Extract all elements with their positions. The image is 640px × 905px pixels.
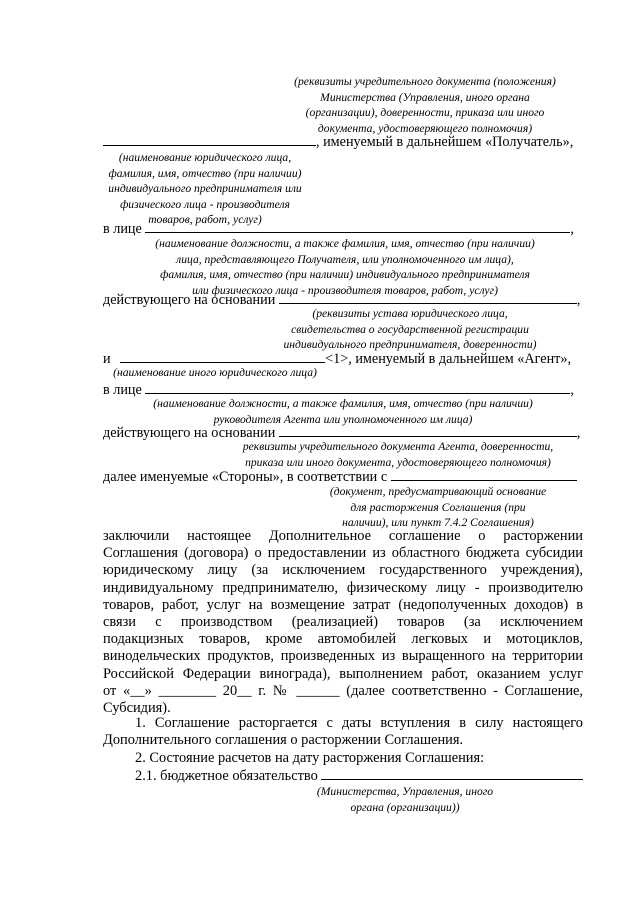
hint-line: (наименование юридического лица,: [118, 151, 292, 164]
recipient-blank[interactable]: [103, 133, 316, 146]
hint-line: наличии), или пункт 7.4.2 Соглашения): [342, 516, 534, 530]
ministry-hint: [310, 784, 500, 815]
budget-obligation-blank[interactable]: [321, 767, 583, 780]
hint-line: (документ, предусматривающий основание: [329, 485, 547, 498]
comma: ,: [570, 382, 574, 398]
representative-hint: [120, 236, 570, 298]
in-person-label: в лице: [103, 382, 142, 398]
agent-blank[interactable]: [120, 350, 325, 363]
hint-line: или физического лица - производителя товаров, работ, услуг): [192, 283, 498, 297]
document-hint: [318, 484, 558, 531]
clause-2-text: 2. Состояние расчетов на дату расторжения Соглашения:: [135, 750, 485, 766]
body-line: Соглашения (договора) о предоставлении из областного бюджета субсидии: [103, 545, 583, 562]
body-line: заключили настоящее Дополнительное соглашение о расторжении: [103, 528, 583, 544]
agent-basis-blank[interactable]: [279, 424, 577, 437]
body-line: Субсидия).: [103, 700, 171, 717]
agent-representative-blank[interactable]: [145, 381, 570, 394]
hint-line: (наименование иного юридического лица): [113, 366, 317, 379]
hint-line: (наименование должности, а также фамилия, имя, отчество (при наличии): [153, 397, 533, 410]
parties-label: далее именуемые «Стороны», в соответствии с: [103, 469, 388, 485]
hint-line: (Министерства, Управления, иного: [316, 785, 494, 798]
body-line: винодельческих продуктов, произведенных из выращенного на территории: [103, 648, 583, 665]
hint-line: (наименование должности, а также фамилия, имя, отчество (при наличии): [155, 237, 535, 250]
comma: ,: [570, 221, 574, 237]
hint-line: фамилия, имя, отчество (при наличии): [108, 166, 302, 180]
hint-line: приказа или иного документа, удостоверяющего полномочия): [245, 455, 551, 469]
basis-blank[interactable]: [279, 291, 577, 304]
clause-2-1: [103, 767, 615, 785]
hint-line: руководителя Агента или уполномоченного им лица): [213, 412, 473, 426]
hint-line: товаров, работ, услуг): [148, 213, 262, 227]
agent-representative-hint: [118, 396, 568, 427]
body-line: юридическому лицу (за исключением государственного учреждения),: [103, 562, 583, 579]
hint-line: индивидуального предпринимателя или: [108, 182, 302, 196]
comma: ,: [576, 425, 581, 441]
representative-blank[interactable]: [145, 220, 570, 233]
hint-line: (реквизиты учредительного документа (положения): [294, 75, 556, 88]
recipient-suffix: , именуемый в дальнейшем «Получатель»,: [316, 134, 574, 150]
body-line: связи с производством (реализацией) товаров (за исключением: [103, 614, 583, 631]
agreement-body: [103, 528, 583, 717]
document-blank[interactable]: [391, 468, 577, 481]
hint-line: Министерства (Управления, иного органа: [320, 90, 530, 104]
in-person-label: в лице: [103, 221, 142, 237]
hint-line: (организации), доверенности, приказа или иного: [305, 106, 545, 120]
hint-line: для расторжения Соглашения (при: [350, 500, 526, 514]
comma: ,: [576, 292, 581, 308]
hint-line: документа, удостоверяющего полномочия): [317, 121, 533, 135]
hint-line: свидетельства о государственной регистрации: [291, 322, 529, 336]
recipient-hint: [100, 150, 310, 228]
clause-1-line: 1. Соглашение расторгается с даты вступления в силу настоящего: [135, 715, 583, 731]
founding-document-hint: [270, 74, 580, 136]
clause-2-1-text: 2.1. бюджетное обязательство: [135, 768, 318, 784]
hint-line: фамилия, имя, отчество (при наличии) индивидуального предпринимателя: [160, 268, 530, 282]
body-line: от «__» ________ 20__ г. № ______ (далее соответственно - Соглашение,: [103, 682, 583, 699]
hint-line: органа (организации)): [350, 800, 460, 814]
recipient-line: [103, 133, 573, 151]
body-line: подакцизных товаров, кроме автомобилей легковых и мотоциклов,: [103, 631, 583, 648]
basis-hint: [265, 306, 555, 353]
clause-2: [103, 750, 615, 767]
agent-suffix: <1>, именуемый в дальнейшем «Агент»,: [325, 351, 572, 367]
agent-basis-hint: [218, 439, 578, 470]
hint-line: индивидуального предпринимателя, доверенности): [283, 338, 537, 352]
agent-hint: [100, 365, 330, 381]
hint-line: реквизиты учредительного документа Агента, доверенности,: [242, 440, 554, 453]
and-label: и: [103, 351, 111, 367]
body-line: индивидуальному предпринимателю, физическому лицу - производителю: [103, 579, 583, 596]
acting-basis-label: действующего на основании: [103, 425, 276, 441]
hint-line: физического лица - производителя: [120, 197, 290, 211]
hint-line: лица, представляющего Получателя, или уполномоченного им лица),: [176, 252, 514, 266]
body-line: товаров, работ, услуг на возмещение затрат (недополученных доходов) в: [103, 596, 583, 613]
body-line: Российской Федерации винограда), выполнением работ, оказанием услуг: [103, 665, 583, 682]
acting-basis-label: действующего на основании: [103, 292, 276, 308]
clause-1-line: Дополнительного соглашения о расторжении Соглашения.: [103, 732, 464, 749]
clause-1: [103, 715, 583, 749]
hint-line: (реквизиты устава юридического лица,: [312, 307, 508, 320]
